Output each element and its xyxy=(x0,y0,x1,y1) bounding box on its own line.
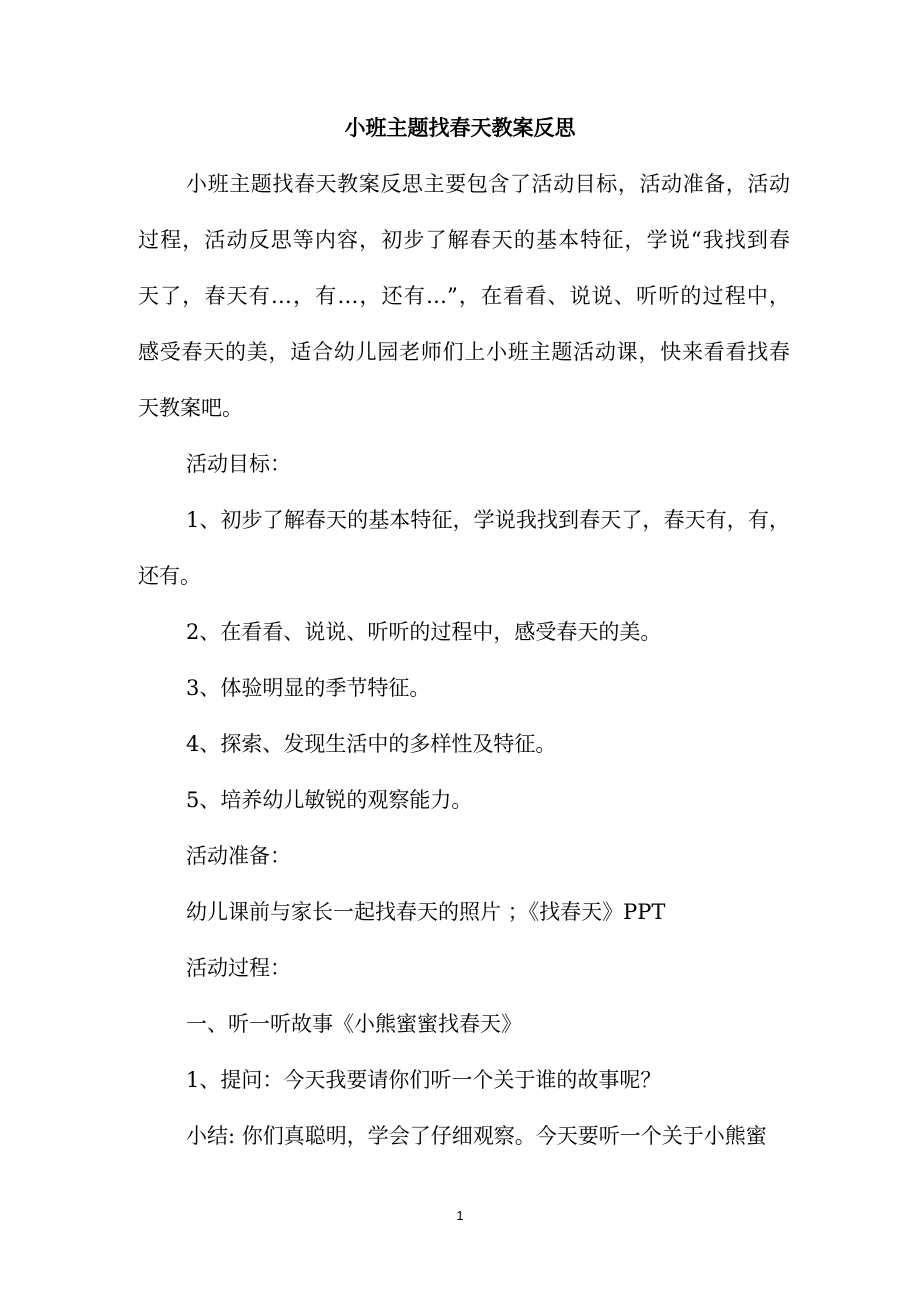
page-title: 小班主题找春天教案反思 xyxy=(344,115,576,140)
list-item: 1、初步了解春天的基本特征，学说我找到春天了，春天有，有， xyxy=(186,508,790,532)
paragraph-line: 幼儿课前与家长一起找春天的照片 ；《找春天》PPT xyxy=(186,900,666,924)
paragraph-line: 过程，活动反思等内容，初步了解春天的基本特征，学说“我找到春 xyxy=(138,228,790,252)
page-number: 1 xyxy=(456,1208,464,1223)
paragraph-line: 小结: 你们真聪明，学会了仔细观察。今天要听一个关于小熊蜜 xyxy=(186,1124,767,1148)
list-item: 4、探索、发现生活中的多样性及特征。 xyxy=(186,732,557,756)
section-heading: 活动目标： xyxy=(186,452,291,476)
list-item: 1、提问：今天我要请你们听一个关于谁的故事呢？ xyxy=(186,1068,662,1092)
subsection-heading: 一、听一听故事《小熊蜜蜜找春天》 xyxy=(186,1012,522,1036)
section-heading: 活动准备： xyxy=(186,844,291,868)
list-item-continuation: 还有。 xyxy=(138,564,201,588)
paragraph-line: 小班主题找春天教案反思主要包含了活动目标，活动准备，活动 xyxy=(186,172,790,196)
paragraph-line: 天教案吧。 xyxy=(138,396,243,420)
paragraph-line: 天了，春天有…，有…，还有…”，在看看、说说、听听的过程中， xyxy=(138,284,790,308)
list-item: 5、培养幼儿敏锐的观察能力。 xyxy=(186,788,473,812)
section-heading: 活动过程： xyxy=(186,956,291,980)
list-item: 3、体验明显的季节特征。 xyxy=(186,676,431,700)
list-item: 2、在看看、说说、听听的过程中，感受春天的美。 xyxy=(186,620,662,644)
paragraph-line: 感受春天的美，适合幼儿园老师们上小班主题活动课，快来看看找春 xyxy=(138,340,790,364)
